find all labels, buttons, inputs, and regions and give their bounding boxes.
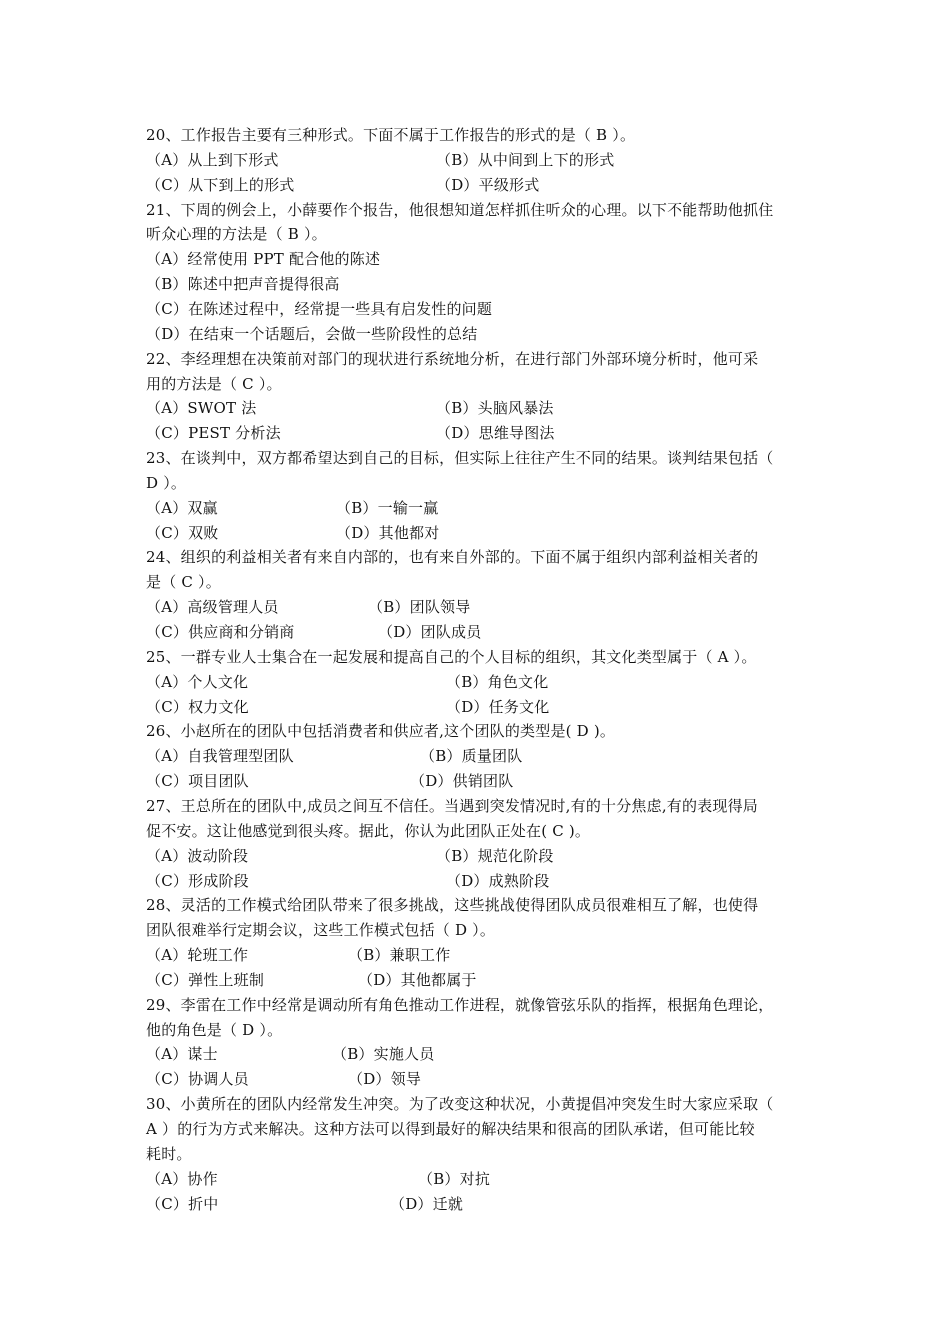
question-23-option: （D）其他都对 bbox=[336, 523, 440, 542]
question-28-option: （A）轮班工作 bbox=[146, 946, 249, 965]
question-21-option: （D）在结束一个话题后，会做一些阶段性的总结 bbox=[146, 324, 478, 343]
question-26-option: （B）质量团队 bbox=[420, 747, 523, 766]
question-20-option: （A）从上到下形式 bbox=[146, 150, 279, 169]
question-23-option: （B）一输一赢 bbox=[336, 498, 439, 517]
question-20-option: （C）从下到上的形式 bbox=[146, 175, 295, 194]
question-22-option: （C）PEST 分析法 bbox=[146, 424, 281, 443]
question-23-option: （A）双赢 bbox=[146, 498, 218, 517]
question-27-text: 27、王总所在的团队中,成员之间互不信任。当遇到突发情况时,有的十分焦虑,有的表现得局 bbox=[146, 796, 758, 815]
question-30-option: （B）对抗 bbox=[418, 1169, 491, 1188]
question-25-option: （C）权力文化 bbox=[146, 697, 249, 716]
question-29-text: 他的角色是（ D ）。 bbox=[146, 1020, 283, 1039]
question-29-option: （D）领导 bbox=[348, 1070, 422, 1089]
question-25-option: （B）角色文化 bbox=[446, 672, 549, 691]
question-21-option: （B）陈述中把声音提得很高 bbox=[146, 275, 340, 294]
question-27-option: （B）规范化阶段 bbox=[436, 846, 554, 865]
question-24-option: （C）供应商和分销商 bbox=[146, 623, 295, 641]
question-25-option: （D）任务文化 bbox=[446, 697, 550, 716]
question-28-option: （B）兼职工作 bbox=[348, 946, 451, 965]
question-27-option: （D）成熟阶段 bbox=[446, 871, 550, 890]
question-21-option: （A）经常使用 PPT 配合他的陈述 bbox=[146, 250, 381, 269]
question-30-text: 耗时。 bbox=[146, 1144, 192, 1163]
question-24-option: （B）团队领导 bbox=[368, 598, 471, 617]
question-28-text: 28、灵活的工作模式给团队带来了很多挑战，这些挑战使得团队成员很难相互了解，也使得 bbox=[146, 896, 759, 915]
question-26-option: （A）自我管理型团队 bbox=[146, 747, 294, 766]
question-25-text: 25、一群专业人士集合在一起发展和提高自己的个人目标的组织，其文化类型属于（ A ）。 bbox=[146, 647, 757, 666]
question-29-text: 29、李雷在工作中经常是调动所有角色推动工作进程，就像管弦乐队的指挥，根据角色理论， bbox=[146, 995, 774, 1014]
question-24-text: 是（ C ）。 bbox=[146, 573, 221, 592]
question-22-option: （D）思维导图法 bbox=[436, 424, 555, 443]
question-22-text: 22、李经理想在决策前对部门的现状进行系统地分析，在进行部门外部环境分析时，他可采 bbox=[146, 349, 759, 368]
question-22-text: 用的方法是（ C ）。 bbox=[146, 374, 282, 393]
question-22-option: （A）SWOT 法 bbox=[146, 399, 257, 418]
question-30-option: （D）迁就 bbox=[390, 1194, 464, 1213]
question-28-option: （C）弹性上班制 bbox=[146, 970, 265, 989]
question-30-option: （A）协作 bbox=[146, 1169, 218, 1188]
question-30-option: （C）折中 bbox=[146, 1194, 219, 1213]
question-29-option: （C）协调人员 bbox=[146, 1070, 249, 1089]
question-25-option: （A）个人文化 bbox=[146, 672, 249, 691]
question-26-option: （C）项目团队 bbox=[146, 772, 249, 791]
question-28-option: （D）其他都属于 bbox=[358, 970, 477, 989]
question-23-text: 23、在谈判中，双方都希望达到自己的目标，但实际上往往产生不同的结果。谈判结果包括（ bbox=[146, 449, 774, 468]
question-27-option: （C）形成阶段 bbox=[146, 871, 249, 890]
question-24-option: （D）团队成员 bbox=[378, 623, 482, 641]
question-30-text: A ）的行为方式来解决。这种方法可以得到最好的解决结果和很高的团队承诺，但可能比较 bbox=[146, 1120, 755, 1138]
question-20-text: 20、工作报告主要有三种形式。下面不属于工作报告的形式的是（ B ）。 bbox=[146, 126, 636, 144]
question-29-option: （A）谋士 bbox=[146, 1045, 218, 1064]
question-23-text: D ）。 bbox=[146, 473, 187, 492]
question-20-option: （D）平级形式 bbox=[436, 175, 540, 194]
question-26-option: （D）供销团队 bbox=[410, 772, 514, 791]
question-21-text: 21、下周的例会上，小薛要作个报告，他很想知道怎样抓住听众的心理。以下不能帮助他抓住 bbox=[146, 200, 774, 219]
question-20-option: （B）从中间到上下的形式 bbox=[436, 150, 615, 169]
question-24-option: （A）高级管理人员 bbox=[146, 598, 279, 617]
question-27-option: （A）波动阶段 bbox=[146, 846, 249, 865]
question-28-text: 团队很难举行定期会议，这些工作模式包括（ D ）。 bbox=[146, 921, 496, 940]
question-21-text: 听众心理的方法是（ B ）。 bbox=[146, 225, 327, 244]
question-22-option: （B）头脑风暴法 bbox=[436, 399, 554, 418]
question-21-option: （C）在陈述过程中，经常提一些具有启发性的问题 bbox=[146, 299, 493, 318]
question-24-text: 24、组织的利益相关者有来自内部的，也有来自外部的。下面不属于组织内部利益相关者的 bbox=[146, 548, 759, 567]
question-29-option: （B）实施人员 bbox=[332, 1045, 435, 1064]
question-23-option: （C）双败 bbox=[146, 523, 219, 542]
question-26-text: 26、小赵所在的团队中包括消费者和供应者,这个团队的类型是( D )。 bbox=[146, 722, 616, 741]
question-27-text: 促不安。这让他感觉到很头疼。据此，你认为此团队正处在( C )。 bbox=[146, 821, 591, 840]
question-30-text: 30、小黄所在的团队内经常发生冲突。为了改变这种状况，小黄提倡冲突发生时大家应采取（ bbox=[146, 1095, 774, 1114]
